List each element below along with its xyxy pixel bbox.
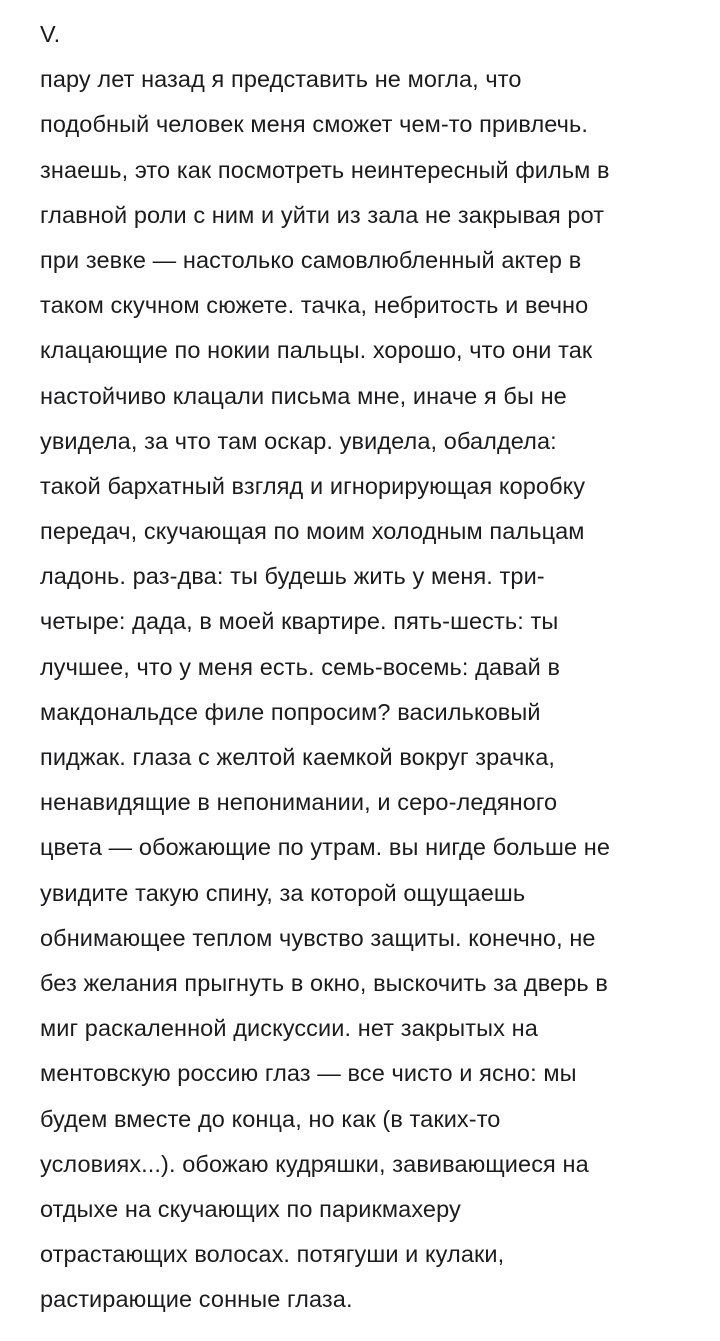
text-line: ненавидящие в непонимании, и серо-ледяного (40, 789, 558, 816)
text-line: передач, скучающая по моим холодным пальцам (40, 518, 585, 545)
text-line: будем вместе до конца, но как (в таких-то (40, 1105, 501, 1132)
text-line: увидите такую спину, за которой ощущаешь (40, 879, 526, 906)
text-line: главной роли с ним и уйти из зала не закрывая рот (40, 201, 605, 228)
text-line: пару лет назад я представить не могла, что (40, 66, 522, 93)
text-line: таком скучном сюжете. тачка, небритость и вечно (40, 292, 589, 319)
text-line: ментовскую россию глаз — все чисто и ясно: мы (40, 1060, 577, 1087)
text-line: клацающие по нокии пальцы. хорошо, что они так (40, 337, 593, 364)
text-line: при зевке — настолько самовлюбленный актер в (40, 246, 582, 273)
text-line: ладонь. раз-два: ты будешь жить у меня. три- (40, 563, 545, 590)
text-line: настойчиво клацали письма мне, иначе я бы не (40, 382, 567, 409)
text-line: макдональдсе филе попросим? васильковый (40, 698, 541, 725)
text-line: подобный человек меня сможет чем-то привлечь. (40, 111, 588, 138)
text-line: отрастающих волосах. потягуши и кулаки, (40, 1241, 505, 1268)
text-line: отдыхе на скучающих по парикмахеру (40, 1195, 461, 1222)
text-line: обнимающее теплом чувство защиты. конечно, не (40, 924, 596, 951)
text-line: четыре: дада, в моей квартире. пять-шесть: ты (40, 608, 559, 635)
text-line: цвета — обожающие по утрам. вы нигде больше не (40, 834, 610, 861)
text-line: миг раскаленной дискуссии. нет закрытых на (40, 1015, 538, 1042)
text-line: без желания прыгнуть в окно, выскочить за дверь в (40, 969, 608, 996)
note-heading: V. (40, 21, 61, 47)
text-line: знаешь, это как посмотреть неинтересный фильм в (40, 156, 610, 183)
text-line: такой бархатный взгляд и игнорирующая коробку (40, 472, 586, 499)
text-line: условиях...). обожаю кудряшки, завивающиеся на (40, 1150, 589, 1177)
note-text (40, 12, 700, 1322)
text-line: растирающие сонные глаза. (40, 1286, 353, 1313)
text-line: увидела, за что там оскар. увидела, обалдела: (40, 427, 557, 454)
text-line: пиджак. глаза с желтой каемкой вокруг зрачка, (40, 744, 555, 770)
text-line: лучшее, что у меня есть. семь-восемь: давай в (40, 653, 561, 680)
